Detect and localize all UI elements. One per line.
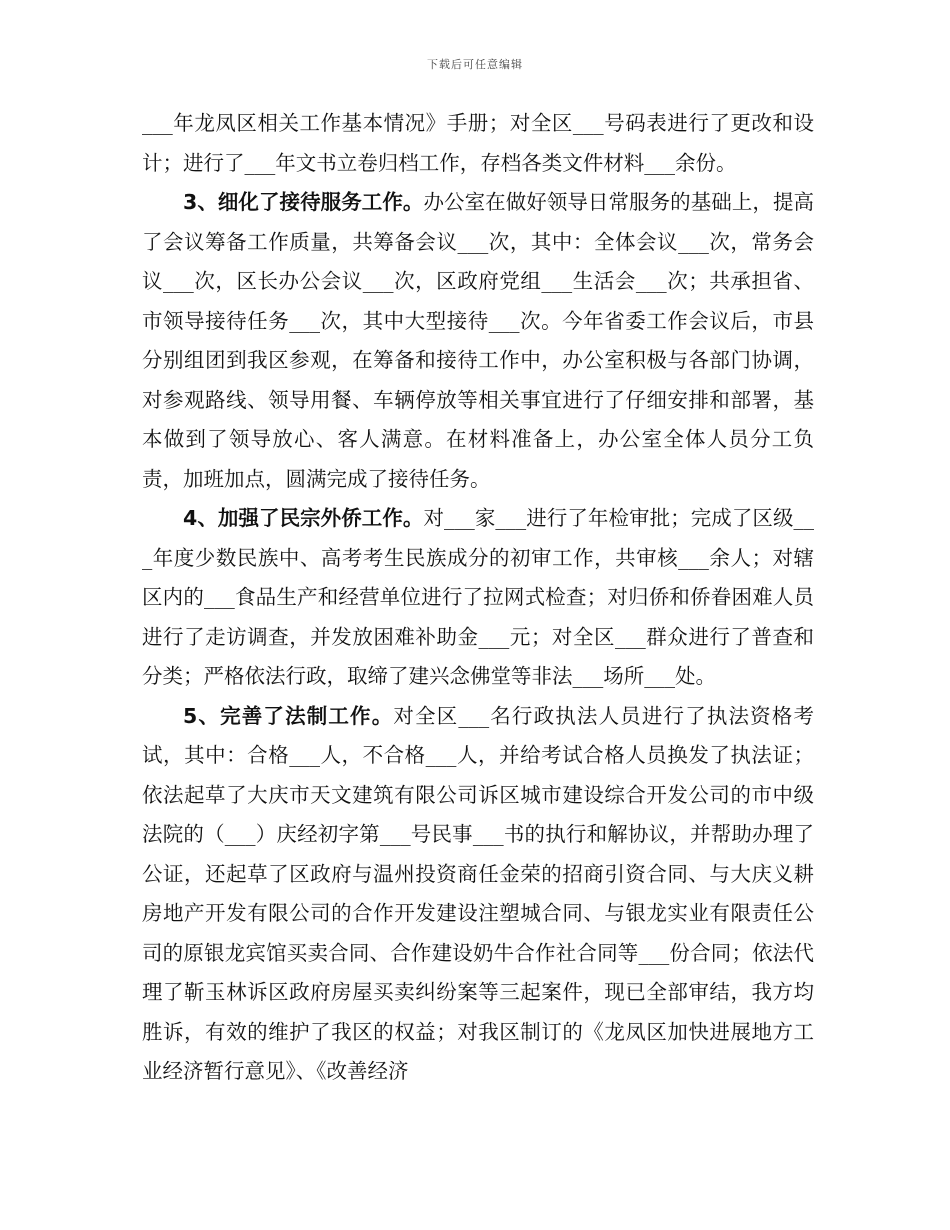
paragraph-text: 对全区___名行政执法人员进行了执法资格考试，其中：合格___人，不合格___人，并给考试合格人员换发了执法证；依法起草了大庆市天文建筑有限公司诉区城市建设综合开发公司的市中级法院的（___）庆经初字第___号民事___书的执行和解协议，并帮助办理了公证，还起草了区政府与温州投资商任金荣的招商引资合同、与大庆义耕房地产开发有限公司的合作开发建设注塑城合同、与银龙实业有限责任公司的原银龙宾馆买卖合同、合作建设奶牛合作社合同等___份合同；依法代理了靳玉林诉区政府房屋买卖纠纷案等三起案件，现已全部审结，我方均胜诉，有效的维护了我区的权益；对我区制订的《龙凤区加快进展地方工业经济暂行意见》、《改善经济 <box>142 703 815 1083</box>
document-body <box>142 104 814 1092</box>
section-heading-ethnic-affairs: 4、加强了民宗外侨工作。 <box>183 506 424 530</box>
paragraph-legal-work <box>142 697 814 1092</box>
paragraph-text: 办公室在做好领导日常服务的基础上，提高了会议筹备工作质量，共筹备会议___次，其中：全体会议___次，常务会议___次，区长办公会议___次，区政府党组___生活会___次；共承担省、市领导接待任务___次，其中大型接待___次。今年省委工作会议后，市县分别组团到我区参观，在筹备和接待工作中，办公室积极与各部门协调，对参观路线、领导用餐、车辆停放等相关事宜进行了仔细安排和部署，基本做到了领导放心、客人满意。在材料准备上，办公室全体人员分工负责，加班加点，圆满完成了接待任务。 <box>142 190 815 491</box>
paragraph-text: ___年龙凤区相关工作基本情况》手册；对全区___号码表进行了更改和设计；进行了___年文书立卷归档工作，存档各类文件材料___余份。 <box>142 111 814 175</box>
page-header-note: 下载后可任意编辑 <box>427 58 523 71</box>
section-heading-legal-work: 5、完善了法制工作。 <box>183 703 394 728</box>
paragraph-reception-service <box>142 183 814 499</box>
section-heading-reception: 3、细化了接待服务工作。 <box>183 190 424 214</box>
paragraph-ethnic-religious-affairs <box>142 499 814 697</box>
paragraph-archive-work <box>142 104 814 183</box>
paragraph-text: 对___家___进行了年检审批；完成了区级___年度少数民族中、高考考生民族成分的初审工作，共审核___余人；对辖区内的___食品生产和经营单位进行了拉网式检查；对归侨和侨眷困难人员进行了走访调查，并发放困难补助金___元；对全区___群众进行了普查和分类；严格依法行政，取缔了建兴念佛堂等非法___场所___处。 <box>142 506 815 688</box>
